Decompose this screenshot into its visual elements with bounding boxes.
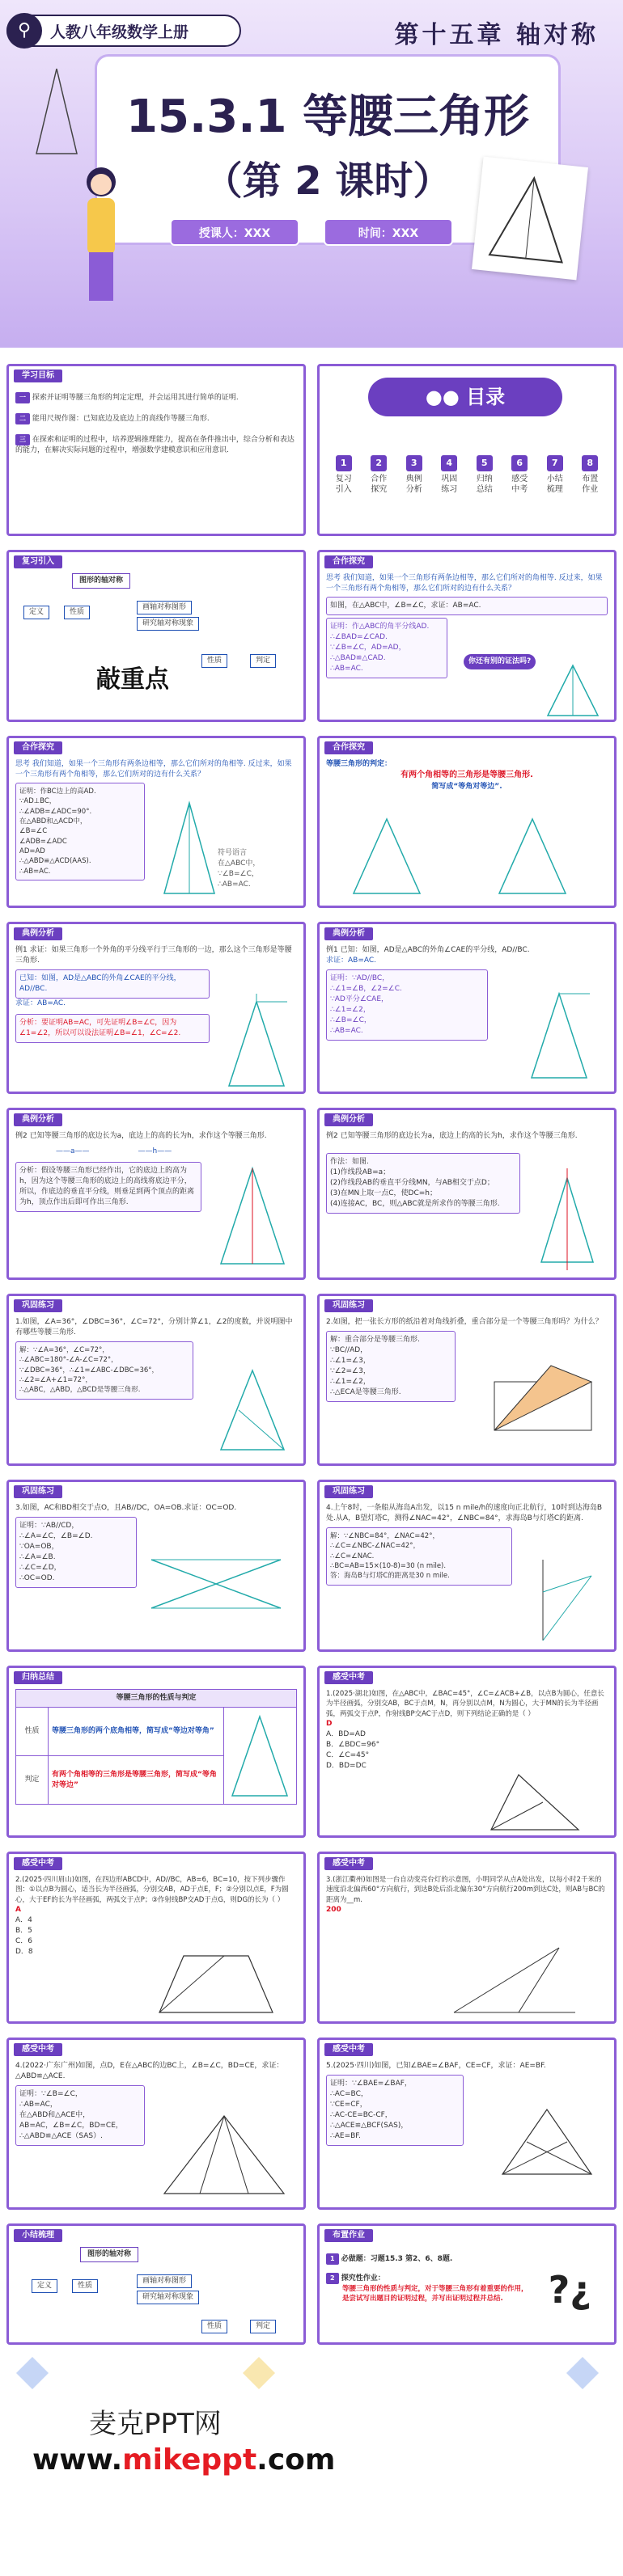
homework-explore-title: 探究性作业： bbox=[341, 2274, 385, 2283]
map-node: 性质 bbox=[72, 2279, 98, 2293]
prove-text: 求证：AB=AC. bbox=[15, 999, 66, 1008]
summary-table: 等腰三角形的性质与判定 性质 等腰三角形的两个底角相等，简写成“等边对等角” 判定 有两个角相等的三角形是等腰三角形，简写成“等角对等边” bbox=[15, 1689, 297, 1805]
slide-practice-2 bbox=[317, 1294, 617, 1466]
practice-text: 2.如图，把一张长方形的纸沿着对角线折叠，重合部分是一个等腰三角形吗？为什么？ bbox=[326, 1318, 603, 1326]
triangle-card-illustration bbox=[472, 157, 588, 281]
analysis-text: 分析：假设等腰三角形已经作出，它的底边上的高为h，因为这个等腰三角形的底边上的高线将底边平分，所以，作底边的垂直平分线，则垂足到两个顶点的距离为h，顶点作出后即可作出三角形. bbox=[15, 1162, 201, 1212]
slide-recap bbox=[6, 2223, 306, 2345]
lesson-subtitle: （第 2 课时） bbox=[203, 158, 452, 204]
question-text: 思考 我们知道，如果一个三角形有两条边相等，那么它们所对的角相等. 反过来，如果一个三角形有两个角相等，那么它们所对的边有什么关系？ bbox=[15, 760, 292, 779]
map-node: 定义 bbox=[32, 2279, 57, 2293]
map-node: 研究轴对称现象 bbox=[137, 617, 199, 631]
triangle-figure bbox=[545, 662, 601, 719]
prove-text: 求证：AB=AC. bbox=[326, 956, 377, 965]
proof-text: 证明：∵∠B=∠C， ∴AB=AC， 在△ABD和△ACE中， AB=AC，∠B=∠C，BD=CE， ∴△ABD≌△ACE（SAS）. bbox=[15, 2085, 145, 2146]
proof-text: 证明：作△ABC的角平分线AD. ∴∠BAD=∠CAD. ∵∠B=∠C，AD=AD， ∴△BAD≌△CAD. ∴AB=AC. bbox=[326, 618, 447, 678]
slide-summary bbox=[6, 1666, 306, 1838]
slide-example-1a bbox=[6, 922, 306, 1094]
slide-header: 合作探究 bbox=[324, 741, 373, 754]
homework-required: 必做题：习题15.3 第2、6、8题. bbox=[341, 2255, 453, 2263]
crossing-lines-figure bbox=[143, 1543, 289, 1624]
triangle-figure bbox=[224, 994, 289, 1091]
example-text: 例2 已知等腰三角形的底边长为a，底边上的高的长为h，求作这个等腰三角形. bbox=[326, 1132, 578, 1140]
bubble-text: 你还有别的证法吗? bbox=[464, 654, 536, 669]
triangle-figure bbox=[159, 2109, 289, 2198]
exam-text: 3.(浙江衢州)如图是一台自动变亮台灯的示意图，小明同学从点A处出发，以每小时2千米的速度沿北偏西60°方向航行，到达B处后沿北偏东30°方向航行200m到达C处，则AB与BC的距离为__m. bbox=[326, 1876, 605, 1904]
exam-text: 4.(2022·广东广州)如图，点D，E在△ABC的边BC上，∠B=∠C，BD=CE，求证：△ABD≌△ACE. bbox=[15, 2062, 284, 2081]
map-node: 判定 bbox=[250, 2320, 276, 2333]
property-text: 等腰三角形的两个底角相等，简写成“等边对等角” bbox=[49, 1708, 224, 1756]
slide-header: 感受中考 bbox=[14, 1857, 62, 1870]
angle-figure bbox=[446, 1940, 583, 2021]
example-text: 例1 求证：如果三角形一个外角的平分线平行于三角形的一边，那么这个三角形是等腰三角形. bbox=[15, 946, 292, 965]
map-node: 画轴对称图形 bbox=[137, 2274, 192, 2288]
homework-explore-text: 等腰三角形的性质与判定，对于等腰三角形有着重要的作用，是尝试写出题目的证明过程，并写出证明过程并总结. bbox=[342, 2285, 528, 2304]
slide-example-2b bbox=[317, 1108, 617, 1280]
slide-header: 感受中考 bbox=[324, 1671, 373, 1684]
answer-text: 200 bbox=[326, 1905, 341, 1914]
slide-practice-1 bbox=[6, 1294, 306, 1466]
eyes-icon: ●● bbox=[425, 386, 467, 408]
map-node: 判定 bbox=[250, 654, 276, 668]
triangle-figure bbox=[227, 1712, 292, 1801]
rule-title: 等腰三角形的判定： bbox=[326, 760, 392, 768]
toc-item-6[interactable]: 6 感受中考 bbox=[508, 455, 531, 495]
map-node: 研究轴对称现象 bbox=[137, 2291, 199, 2304]
map-node: 画轴对称图形 bbox=[137, 601, 192, 614]
slide-header: 合作探究 bbox=[324, 555, 373, 568]
kite-figure bbox=[494, 2101, 600, 2190]
question-text: 思考 我们知道，如果一个三角形有两条边相等，那么它们所对的角相等. 反过来，如果一个三角形有两个角相等，那么它们所对的边有什么关系？ bbox=[326, 574, 603, 593]
toc-item-2[interactable]: 2 合作探究 bbox=[367, 455, 390, 495]
proof-text: 证明：∵AB//CD， ∴∠A=∠C，∠B=∠D. ∵OA=OB， ∴∠A=∠B. ∴∠C=∠D， ∴OC=OD. bbox=[15, 1517, 137, 1588]
slide-header: 巩固练习 bbox=[14, 1485, 62, 1498]
slide-exam-5 bbox=[317, 2038, 617, 2210]
site-name: 麦克PPT网 bbox=[89, 2408, 222, 2440]
options-text: A．4 B．5 C．6 D．8 bbox=[15, 1915, 33, 1957]
slide-practice-3 bbox=[6, 1480, 306, 1652]
key-point-label: 敲重点 bbox=[96, 665, 169, 694]
slide-exam-2 bbox=[6, 1852, 306, 2024]
map-node: 定义 bbox=[23, 606, 49, 619]
solution-text: 解：∵∠A=36°，∠C=72°， ∴∠ABC=180°-∠A-∠C=72°， ∵∠DBC=36°，∴∠1=∠ABC-∠DBC=36°， ∴∠2=∠A+∠1=72°， ∴△ABC，△ABD，△BCD是等腰三角形. bbox=[15, 1341, 193, 1400]
exam-text: 1.(2025·湖北)如图，在△ABC中，∠BAC=45°，∠C=∠ACB+∠B，以点B为圆心，任意长为半径画弧，分别交AB，BC于点M，N，再分别以点M，N为圆心，大于MN的长为半径画弧，两弧交于点P，作射线BP交AC于点D，则下列结论正确的是（ ） bbox=[326, 1690, 604, 1718]
exam-text: 5.(2025·四川)如图，已知∠BAE=∠BAF，CE=CF，求证：AE=BF. bbox=[326, 2062, 546, 2070]
exam-text: 2.(2025·四川眉山)如图，在四边形ABCD中，AD//BC，AB=6，BC=10，按下列步骤作图：①以点B为圆心，适当长为半径画弧，分别交AB，AD于点E，F；②分别以点E，F为圆心，大于EF的长为半径画弧，两弧交于点P；③作射线BP交AD于点G，则DG的长为（ ） bbox=[15, 1876, 289, 1904]
slide-exam-1 bbox=[317, 1666, 617, 1838]
goal-2: 能用尺规作图：已知底边及底边上的高线作等腰三角形. bbox=[32, 415, 210, 424]
triangle-figure bbox=[216, 1366, 289, 1455]
slide-example-1b bbox=[317, 922, 617, 1094]
slide-header: 巩固练习 bbox=[324, 1485, 373, 1498]
toc-item-1[interactable]: 1 复习引入 bbox=[333, 455, 355, 495]
slide-header: 合作探究 bbox=[14, 741, 62, 754]
proof-text: 证明：作BC边上的高AD. ∵AD⊥BC， ∴∠ADB=∠ADC=90°. 在△ABD和△ACD中， ∠B=∠C ∠ADB=∠ADC AD=AD ∴△ABD≌△ACD(AAS). ∴AB=AC. bbox=[15, 783, 145, 880]
slide-header: 感受中考 bbox=[14, 2043, 62, 2056]
slide-header: 巩固练习 bbox=[324, 1299, 373, 1312]
goal-1: 探索并证明等腰三角形的判定定理，并会运用其进行简单的证明. bbox=[32, 394, 239, 402]
toc-item-4[interactable]: 4 巩固练习 bbox=[438, 455, 460, 495]
slide-header: 学习目标 bbox=[14, 370, 62, 382]
slide-header: 典例分析 bbox=[324, 927, 373, 940]
map-node: 性质 bbox=[64, 606, 90, 619]
slide-example-2a bbox=[6, 1108, 306, 1280]
slide-exam-4 bbox=[6, 2038, 306, 2210]
triangle-figure bbox=[496, 816, 569, 897]
triangle-figure bbox=[161, 800, 218, 897]
solution-text: 解：重合部分是等腰三角形. ∵BC//AD， ∴∠1=∠3， ∵∠2=∠3， ∴∠1=∠2， ∴△ECA是等腰三角形. bbox=[326, 1331, 456, 1402]
given-text: 已知：如图，AD是△ABC的外角∠CAE的平分线，AD//BC. bbox=[15, 969, 210, 999]
lighthouse-figure bbox=[527, 1552, 600, 1649]
triangle-figure bbox=[527, 986, 591, 1083]
answer-text: A bbox=[15, 1905, 21, 1914]
practice-text: 1.如图，∠A=36°，∠DBC=36°，∠C=72°，分别计算∠1，∠2的度数，并说明图中有哪些等腰三角形. bbox=[15, 1318, 293, 1337]
cover-slide bbox=[0, 0, 623, 348]
question-marks-icon: ?¿ bbox=[548, 2268, 591, 2312]
toc-item-5[interactable]: 5 归纳总结 bbox=[473, 455, 496, 495]
toc-label: 目录 bbox=[466, 386, 506, 408]
compass-triangle-illustration bbox=[32, 65, 81, 162]
site-url[interactable]: www.mikeppt.com bbox=[32, 2443, 336, 2477]
slide-review bbox=[6, 550, 306, 722]
segment-labels: ——a—— ——h—— bbox=[56, 1147, 172, 1156]
triangle-figure bbox=[486, 1770, 583, 1835]
given-text: 如图，在△ABC中，∠B=∠C，求证：AB=AC. bbox=[326, 597, 608, 615]
folded-rectangle-figure bbox=[486, 1358, 600, 1446]
slide-header: 复习引入 bbox=[14, 555, 62, 568]
construction-figure bbox=[535, 1167, 600, 1272]
chapter-title: 第十五章 轴对称 bbox=[394, 21, 599, 49]
quadrilateral-figure bbox=[151, 1948, 281, 2021]
proof-text: 证明：∵∠BAE=∠BAF， ∴AC=BC， ∵CE=CF， ∴AC-CE=BC-CF， ∴△ACE≌△BCF(SAS)， ∴AE=BF. bbox=[326, 2075, 464, 2146]
toc-item-8[interactable]: 8 布置作业 bbox=[578, 455, 601, 495]
example-text: 例1 已知：如图，AD是△ABC的外角∠CAE的平分线，AD//BC. bbox=[326, 946, 530, 954]
map-title: 图形的轴对称 bbox=[72, 573, 130, 589]
solution-text: 解：∵∠NBC=84°，∠NAC=42°， ∴∠C=∠NBC-∠NAC=42°， ∴∠C=∠NAC. ∴BC=AB=15×(10-8)=30 (n mile). 答：海岛B与灯塔C的距离是30 n mile. bbox=[326, 1527, 512, 1586]
rule-short: 简写成“等角对等边”. bbox=[431, 782, 502, 791]
girl-illustration bbox=[73, 162, 129, 307]
slide-header: 典例分析 bbox=[14, 1113, 62, 1126]
diamond-decoration bbox=[0, 2353, 623, 2393]
practice-text: 4.上午8时，一条船从海岛A出发，以15 n mile/h的速度向正北航行，10时到达海岛B处.从A，B望灯塔C，测得∠NAC=42°，∠NBC=84°，求海岛B与灯塔C的距离. bbox=[326, 1504, 603, 1523]
toc-item-7[interactable]: 7 小结梳理 bbox=[544, 455, 566, 495]
slide-homework: 布置作业 1 必做题：习题15.3 第2、6、8题. 2 探究性作业： 等腰三角形的性质与判定，对于等腰三角形有着重要的作用，是尝试写出题目的证明过程，并写出证明过程并总结. ?¿ bbox=[317, 2223, 617, 2345]
goal-3: 在探索和证明的过程中，培养逻辑推理能力，提高在条件推出中，综合分析和表达的能力，在解决实际问题的过程中，增强数学建模意识和应用意识. bbox=[15, 436, 295, 455]
triangle-figure bbox=[350, 816, 423, 897]
slide-header: 典例分析 bbox=[324, 1113, 373, 1126]
footer bbox=[0, 2353, 623, 2576]
teacher-pill: 授课人：XXX bbox=[170, 218, 299, 246]
rule-text: 有两个角相等的三角形是等腰三角形. bbox=[400, 771, 533, 780]
slide-exam-3 bbox=[317, 1852, 617, 2024]
symbol-note: 符号语言 在△ABC中，∵∠B=∠C， ∴AB=AC. bbox=[218, 849, 261, 889]
slide-header: 感受中考 bbox=[324, 2043, 373, 2056]
slide-toc bbox=[317, 364, 617, 536]
time-pill: 时间：XXX bbox=[324, 218, 453, 246]
slide-explore-3 bbox=[317, 736, 617, 908]
toc-item-3[interactable]: 3 典例分析 bbox=[403, 455, 426, 495]
slide-goals: 学习目标 一 探索并证明等腰三角形的判定定理，并会运用其进行简单的证明. 二 能用尺规作图：已知底边及底边上的高线作等腰三角形. 三 在探索和证明的过程中，培养逻辑推理能力，提高在条件推出中，综合分析和表达的能力，在解决实际问题的过程中，增强数学建模意识和应用意识. bbox=[6, 364, 306, 536]
slide-header: 小结梳理 bbox=[14, 2229, 62, 2242]
example-text: 例2 已知等腰三角形的底边长为a，底边上的高的长为h，求作这个等腰三角形. bbox=[15, 1132, 267, 1140]
map-title: 图形的轴对称 bbox=[80, 2247, 138, 2262]
slide-explore-1 bbox=[317, 550, 617, 722]
triangle-figure bbox=[216, 1163, 289, 1269]
analysis-text: 分析：要证明AB=AC，可先证明∠B=∠C，因为∠1=∠2，所以可以设法证明∠B=∠1，∠C=∠2. bbox=[15, 1014, 210, 1043]
slide-explore-2 bbox=[6, 736, 306, 908]
slide-header: 布置作业 bbox=[324, 2229, 373, 2242]
criterion-text: 有两个角相等的三角形是等腰三角形，简写成“等角对等边” bbox=[49, 1756, 224, 1805]
options-text: A．BD=AD B．∠BDC=96° C．∠C=45° D．BD=DC bbox=[326, 1729, 380, 1771]
proof-text: 证明：∵AD//BC， ∴∠1=∠B，∠2=∠C. ∵AD平分∠CAE， ∴∠1=∠2， ∴∠B=∠C， ∴AB=AC. bbox=[326, 969, 488, 1041]
map-node: 性质 bbox=[201, 2320, 227, 2333]
series-label: 人教八年级数学上册 bbox=[50, 23, 189, 41]
slide-practice-4 bbox=[317, 1480, 617, 1652]
practice-text: 3.如图，AC和BD相交于点O，且AB//DC，OA=OB.求证：OC=OD. bbox=[15, 1504, 237, 1512]
series-badge bbox=[6, 15, 241, 47]
slide-header: 感受中考 bbox=[324, 1857, 373, 1870]
map-node: 性质 bbox=[201, 654, 227, 668]
steps-text: 作法：如图. (1)作线段AB=a； (2)作线段AB的垂直平分线MN，与AB相交于点D； (3)在MN上取一点C，使DC=h； (4)连接AC，BC，则△ABC就是所求作的等腰三角形. bbox=[326, 1153, 520, 1214]
toc-title bbox=[368, 378, 562, 416]
table-title: 等腰三角形的性质与判定 bbox=[16, 1690, 297, 1708]
answer-text: D bbox=[326, 1719, 333, 1728]
slide-header: 巩固练习 bbox=[14, 1299, 62, 1312]
slide-header: 归纳总结 bbox=[14, 1671, 62, 1684]
search-icon: ⚲ bbox=[6, 13, 42, 49]
slide-header: 典例分析 bbox=[14, 927, 62, 940]
lesson-title: 15.3.1 等腰三角形 bbox=[126, 91, 529, 143]
